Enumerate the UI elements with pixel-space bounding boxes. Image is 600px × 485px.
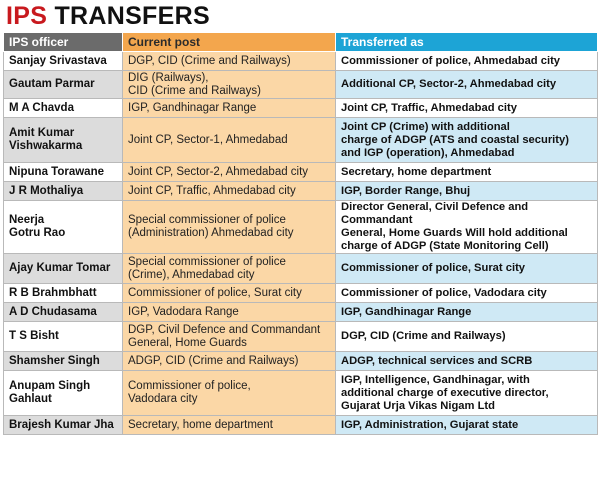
officer-cell bbox=[4, 182, 123, 201]
officer-cell-text: R B Brahmbhatt bbox=[9, 286, 97, 299]
current-post-cell bbox=[123, 303, 336, 322]
officer-cell-text: Brajesh Kumar Jha bbox=[9, 418, 114, 431]
transferred-as-cell bbox=[336, 371, 598, 416]
table-row bbox=[4, 371, 598, 416]
officer-cell-text: M A Chavda bbox=[9, 101, 74, 114]
officer-cell bbox=[4, 118, 123, 163]
table-row bbox=[4, 163, 598, 182]
table-row bbox=[4, 352, 598, 371]
current-post-cell bbox=[123, 99, 336, 118]
current-post-cell-text: IGP, Gandhinagar Range bbox=[128, 101, 257, 114]
current-post-cell bbox=[123, 322, 336, 352]
transferred-as-cell-text: Joint CP (Crime) with additional charge of ADGP (ATS and coastal security) and IGP (operation), Ahmedabad bbox=[341, 120, 569, 159]
transferred-as-cell bbox=[336, 284, 598, 303]
current-post-cell-text: Special commissioner of police (Administration) Ahmedabad city bbox=[128, 214, 294, 239]
transferred-as-cell-text: Director General, Civil Defence and Commandant General, Home Guards Will hold additional charge of ADGP (State Monitoring Cell) bbox=[341, 201, 568, 252]
page-title bbox=[6, 1, 210, 31]
current-post-cell-text: Joint CP, Traffic, Ahmedabad city bbox=[128, 184, 296, 197]
transferred-as-cell-text: Commissioner of police, Surat city bbox=[341, 262, 526, 274]
transferred-as-cell-text: Commissioner of police, Vadodara city bbox=[341, 286, 547, 299]
current-post-cell-text: Joint CP, Sector-2, Ahmedabad city bbox=[128, 165, 309, 178]
current-post-cell bbox=[123, 163, 336, 182]
officer-cell bbox=[4, 71, 123, 99]
current-post-cell bbox=[123, 71, 336, 99]
table-row bbox=[4, 71, 598, 99]
table-row bbox=[4, 201, 598, 254]
current-post-cell bbox=[123, 254, 336, 284]
title-rest: TRANSFERS bbox=[54, 2, 210, 30]
current-post-cell bbox=[123, 371, 336, 416]
current-post-cell bbox=[123, 416, 336, 435]
current-post-cell bbox=[123, 352, 336, 371]
officer-cell-text: Nipuna Torawane bbox=[9, 165, 104, 178]
table-row bbox=[4, 118, 598, 163]
header-current-post: Current post bbox=[123, 33, 336, 52]
current-post-cell-text: DGP, CID (Crime and Railways) bbox=[128, 54, 291, 67]
officer-cell bbox=[4, 371, 123, 416]
current-post-cell bbox=[123, 182, 336, 201]
table-row bbox=[4, 52, 598, 71]
transferred-as-cell bbox=[336, 352, 598, 371]
current-post-cell-text: ADGP, CID (Crime and Railways) bbox=[128, 354, 299, 367]
transferred-as-cell bbox=[336, 118, 598, 163]
title-accent: IPS bbox=[6, 2, 48, 30]
officer-cell bbox=[4, 254, 123, 284]
transferred-as-cell-text: Commissioner of police, Ahmedabad city bbox=[341, 54, 561, 67]
officer-cell-text: Anupam Singh Gahlaut bbox=[9, 380, 91, 405]
current-post-cell-text: Commissioner of police, Vadodara city bbox=[128, 380, 251, 405]
officer-cell-text: J R Mothaliya bbox=[9, 184, 84, 197]
officer-cell bbox=[4, 352, 123, 371]
officer-cell bbox=[4, 303, 123, 322]
transferred-as-cell bbox=[336, 163, 598, 182]
table-header-row bbox=[4, 33, 598, 52]
current-post-cell bbox=[123, 52, 336, 71]
table-row bbox=[4, 303, 598, 322]
current-post-cell-text: Special commissioner of police (Crime), Ahmedabad city bbox=[128, 255, 286, 281]
transferred-as-cell-text: IGP, Intelligence, Gandhinagar, with additional charge of executive director, Gujarat Urja Vikas Nigam Ltd bbox=[341, 373, 549, 412]
current-post-cell-text: Commissioner of police, Surat city bbox=[128, 286, 302, 299]
transferred-as-cell bbox=[336, 254, 598, 284]
table-row bbox=[4, 322, 598, 352]
officer-cell-text: Sanjay Srivastava bbox=[9, 54, 107, 67]
current-post-cell bbox=[123, 118, 336, 163]
officer-cell-text: A D Chudasama bbox=[9, 305, 97, 318]
officer-cell bbox=[4, 99, 123, 118]
current-post-cell-text: DIG (Railways), CID (Crime and Railways) bbox=[128, 71, 261, 97]
officer-cell bbox=[4, 322, 123, 352]
current-post-cell bbox=[123, 284, 336, 303]
table-row bbox=[4, 284, 598, 303]
header-transferred-as: Transferred as bbox=[336, 33, 598, 52]
officer-cell bbox=[4, 416, 123, 435]
table-row bbox=[4, 416, 598, 435]
header-ips-officer: IPS officer bbox=[4, 33, 123, 52]
transfers-table bbox=[3, 32, 598, 435]
current-post-cell-text: IGP, Vadodara Range bbox=[128, 305, 239, 318]
officer-cell-text: T S Bisht bbox=[9, 330, 59, 342]
transferred-as-cell bbox=[336, 201, 598, 254]
officer-cell bbox=[4, 163, 123, 182]
officer-cell bbox=[4, 201, 123, 254]
transferred-as-cell bbox=[336, 416, 598, 435]
transferred-as-cell bbox=[336, 303, 598, 322]
current-post-cell-text: Secretary, home department bbox=[128, 418, 273, 431]
transferred-as-cell-text: ADGP, technical services and SCRB bbox=[341, 354, 533, 367]
transferred-as-cell-text: Secretary, home department bbox=[341, 165, 492, 178]
transferred-as-cell bbox=[336, 99, 598, 118]
transferred-as-cell bbox=[336, 322, 598, 352]
officer-cell-text: Gautam Parmar bbox=[9, 78, 95, 90]
transferred-as-cell bbox=[336, 182, 598, 201]
current-post-cell-text: DGP, Civil Defence and Commandant General, Home Guards bbox=[128, 323, 321, 349]
officer-cell-text: Neerja Gotru Rao bbox=[9, 214, 66, 239]
officer-cell bbox=[4, 284, 123, 303]
officer-cell-text: Ajay Kumar Tomar bbox=[9, 262, 111, 274]
transferred-as-cell-text: IGP, Border Range, Bhuj bbox=[341, 184, 471, 197]
officer-cell bbox=[4, 52, 123, 71]
officer-cell-text: Amit Kumar Vishwakarma bbox=[9, 127, 83, 152]
transferred-as-cell bbox=[336, 71, 598, 99]
current-post-cell-text: Joint CP, Sector-1, Ahmedabad bbox=[128, 133, 288, 146]
transferred-as-cell-text: IGP, Administration, Gujarat state bbox=[341, 418, 519, 431]
transferred-as-cell-text: IGP, Gandhinagar Range bbox=[341, 305, 472, 318]
officer-cell-text: Shamsher Singh bbox=[9, 354, 100, 367]
transferred-as-cell bbox=[336, 52, 598, 71]
transferred-as-cell-text: Additional CP, Sector-2, Ahmedabad city bbox=[341, 78, 557, 90]
table-row bbox=[4, 99, 598, 118]
current-post-cell bbox=[123, 201, 336, 254]
table-row bbox=[4, 182, 598, 201]
table-row bbox=[4, 254, 598, 284]
transferred-as-cell-text: Joint CP, Traffic, Ahmedabad city bbox=[341, 101, 517, 114]
transferred-as-cell-text: DGP, CID (Crime and Railways) bbox=[341, 330, 506, 342]
